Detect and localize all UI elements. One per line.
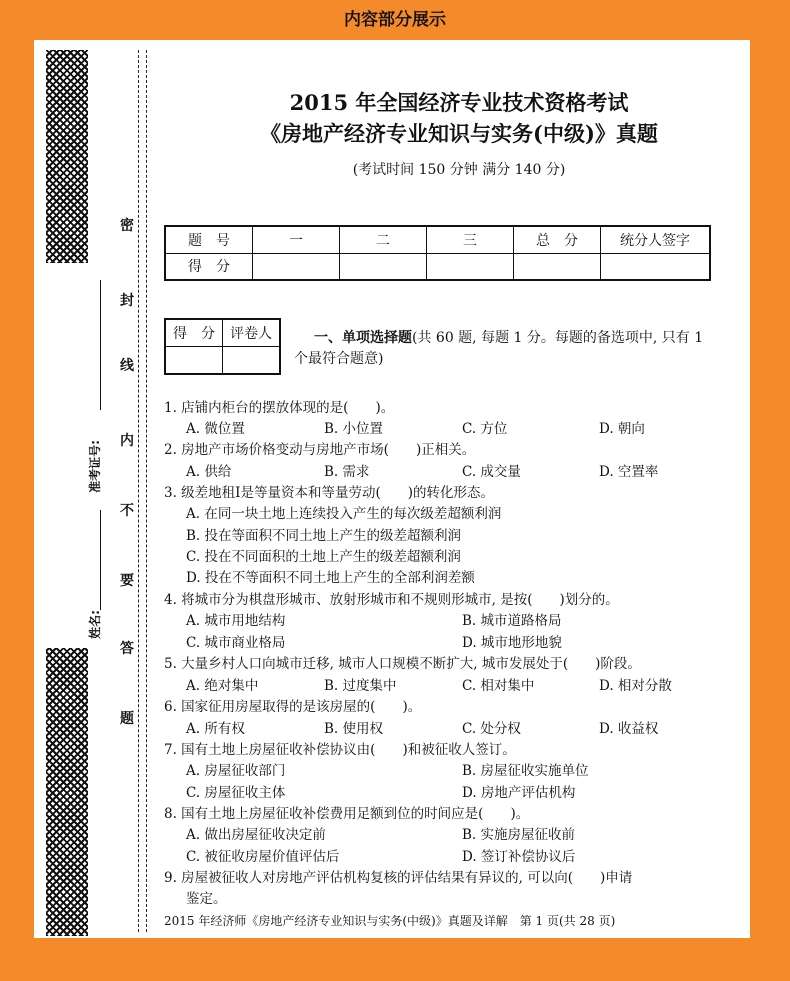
question-option: D. 收益权 — [599, 721, 659, 737]
question-stem: 8. 国有土地上房屋征收补偿费用足额到位的时间应是( )。 — [164, 806, 530, 822]
question-option: D. 城市地形地貌 — [462, 635, 562, 651]
question-stem-continued: 鉴定。 — [186, 891, 227, 907]
name-label: 姓名: — [87, 610, 102, 639]
question-option: D. 朝向 — [599, 421, 645, 437]
question-option: A. 房屋征收部门 — [186, 763, 286, 779]
page-footer: 2015 年经济师《房地产经济专业知识与实务(中级)》真题及详解 第 1 页(共 28 页) — [164, 914, 616, 928]
binding-dashed-line — [138, 50, 139, 932]
question-option: D. 相对分散 — [599, 678, 672, 694]
score-cell — [427, 253, 514, 280]
question-option: B. 投在等面积不同土地上产生的级差超额利润 — [186, 528, 462, 544]
score-cell — [340, 253, 427, 280]
score-cell — [601, 253, 711, 280]
grader-table-header: 评卷人 — [223, 319, 281, 347]
question-stem: 6. 国家征用房屋取得的是该房屋的( )。 — [164, 699, 422, 715]
grader-cell — [223, 347, 281, 375]
question-option: B. 实施房屋征收前 — [462, 827, 576, 843]
question-option: B. 房屋征收实施单位 — [462, 763, 589, 779]
question-option: A. 城市用地结构 — [186, 613, 286, 629]
exam-subject-title: 《房地产经济专业知识与实务(中级)》真题 — [260, 121, 658, 146]
grader-table-header: 得 分 — [165, 319, 223, 347]
section-description: (共 60 题, 每题 1 分。每题的备选项中, 只有 1 个最符合题意) — [294, 330, 704, 367]
question-option: C. 被征收房屋价值评估后 — [186, 849, 340, 865]
seal-char: 不 — [120, 503, 134, 519]
question-stem: 2. 房地产市场价格变动与房地产市场( )正相关。 — [164, 442, 476, 458]
seal-char: 题 — [120, 711, 134, 727]
question-option: C. 相对集中 — [462, 678, 535, 694]
score-cell — [514, 253, 601, 280]
question-option: C. 成交量 — [462, 464, 521, 480]
score-table-header: 总 分 — [514, 226, 601, 253]
question-option: B. 需求 — [324, 464, 370, 480]
question-option: A. 做出房屋征收决定前 — [186, 827, 326, 843]
question-stem: 5. 大量乡村人口向城市迁移, 城市人口规模不断扩大, 城市发展处于( )阶段。 — [164, 656, 641, 672]
exam-duration: (考试时间 150 分钟 满分 140 分) — [352, 162, 566, 178]
binding-dashed-line — [146, 50, 147, 932]
section-heading — [294, 328, 709, 370]
binding-pattern-top — [46, 50, 88, 263]
question-option: B. 城市道路格局 — [462, 613, 562, 629]
question-option: A. 供给 — [186, 464, 232, 480]
score-table-header: 三 — [427, 226, 514, 253]
question-option: C. 投在不同面积的土地上产生的级差超额利润 — [186, 549, 461, 565]
seal-char: 线 — [120, 358, 134, 374]
name-line — [100, 510, 101, 610]
question-option: B. 使用权 — [324, 721, 384, 737]
question-option: A. 所有权 — [186, 721, 245, 737]
seal-char: 内 — [120, 433, 134, 449]
question-option: D. 投在不等面积不同土地上产生的全部利润差额 — [186, 570, 475, 586]
question-option: B. 过度集中 — [324, 678, 397, 694]
seal-char: 要 — [120, 573, 134, 589]
question-option: C. 房屋征收主体 — [186, 785, 286, 801]
question-option: C. 城市商业格局 — [186, 635, 286, 651]
question-stem: 1. 店铺内柜台的摆放体现的是( )。 — [164, 400, 395, 416]
question-stem: 4. 将城市分为棋盘形城市、放射形城市和不规则形城市, 是按( )划分的。 — [164, 592, 619, 608]
exam-paper — [34, 40, 750, 938]
score-table-header: 题 号 — [165, 226, 253, 253]
question-option: D. 签订补偿协议后 — [462, 849, 576, 865]
seal-char: 封 — [120, 293, 134, 309]
question-option: A. 在同一块土地上连续投入产生的每次级差超额利润 — [186, 506, 502, 522]
exam-no-line — [100, 280, 101, 410]
question-option: A. 绝对集中 — [186, 678, 259, 694]
question-option: B. 小位置 — [324, 421, 384, 437]
exam-title: 2015 年全国经济专业技术资格考试 — [289, 90, 629, 115]
question-stem: 3. 级差地租Ⅰ是等量资本和等量劳动( )的转化形态。 — [164, 485, 495, 501]
exam-no-label: 准考证号: — [87, 440, 102, 493]
question-option: C. 处分权 — [462, 721, 521, 737]
grader-cell — [165, 347, 223, 375]
score-table-header: 一 — [253, 226, 340, 253]
question-option: D. 空置率 — [599, 464, 659, 480]
score-table-row-label: 得 分 — [165, 253, 253, 280]
page-banner: 内容部分展示 — [344, 10, 446, 30]
score-table-header: 统分人签字 — [601, 226, 711, 253]
question-option: C. 方位 — [462, 421, 508, 437]
binding-pattern-bottom — [46, 648, 88, 936]
seal-char: 密 — [120, 218, 134, 234]
score-cell — [253, 253, 340, 280]
score-table-header: 二 — [340, 226, 427, 253]
question-stem: 7. 国有土地上房屋征收补偿协议由( )和被征收人签订。 — [164, 742, 516, 758]
question-stem: 9. 房屋被征收人对房地产评估机构复核的评估结果有异议的, 可以向( )申请 — [164, 870, 633, 886]
section-title: 一、单项选择题 — [314, 330, 412, 346]
grader-table — [164, 318, 281, 375]
score-table — [164, 225, 711, 281]
question-option: D. 房地产评估机构 — [462, 785, 576, 801]
question-option: A. 微位置 — [186, 421, 245, 437]
seal-char: 答 — [120, 641, 134, 657]
